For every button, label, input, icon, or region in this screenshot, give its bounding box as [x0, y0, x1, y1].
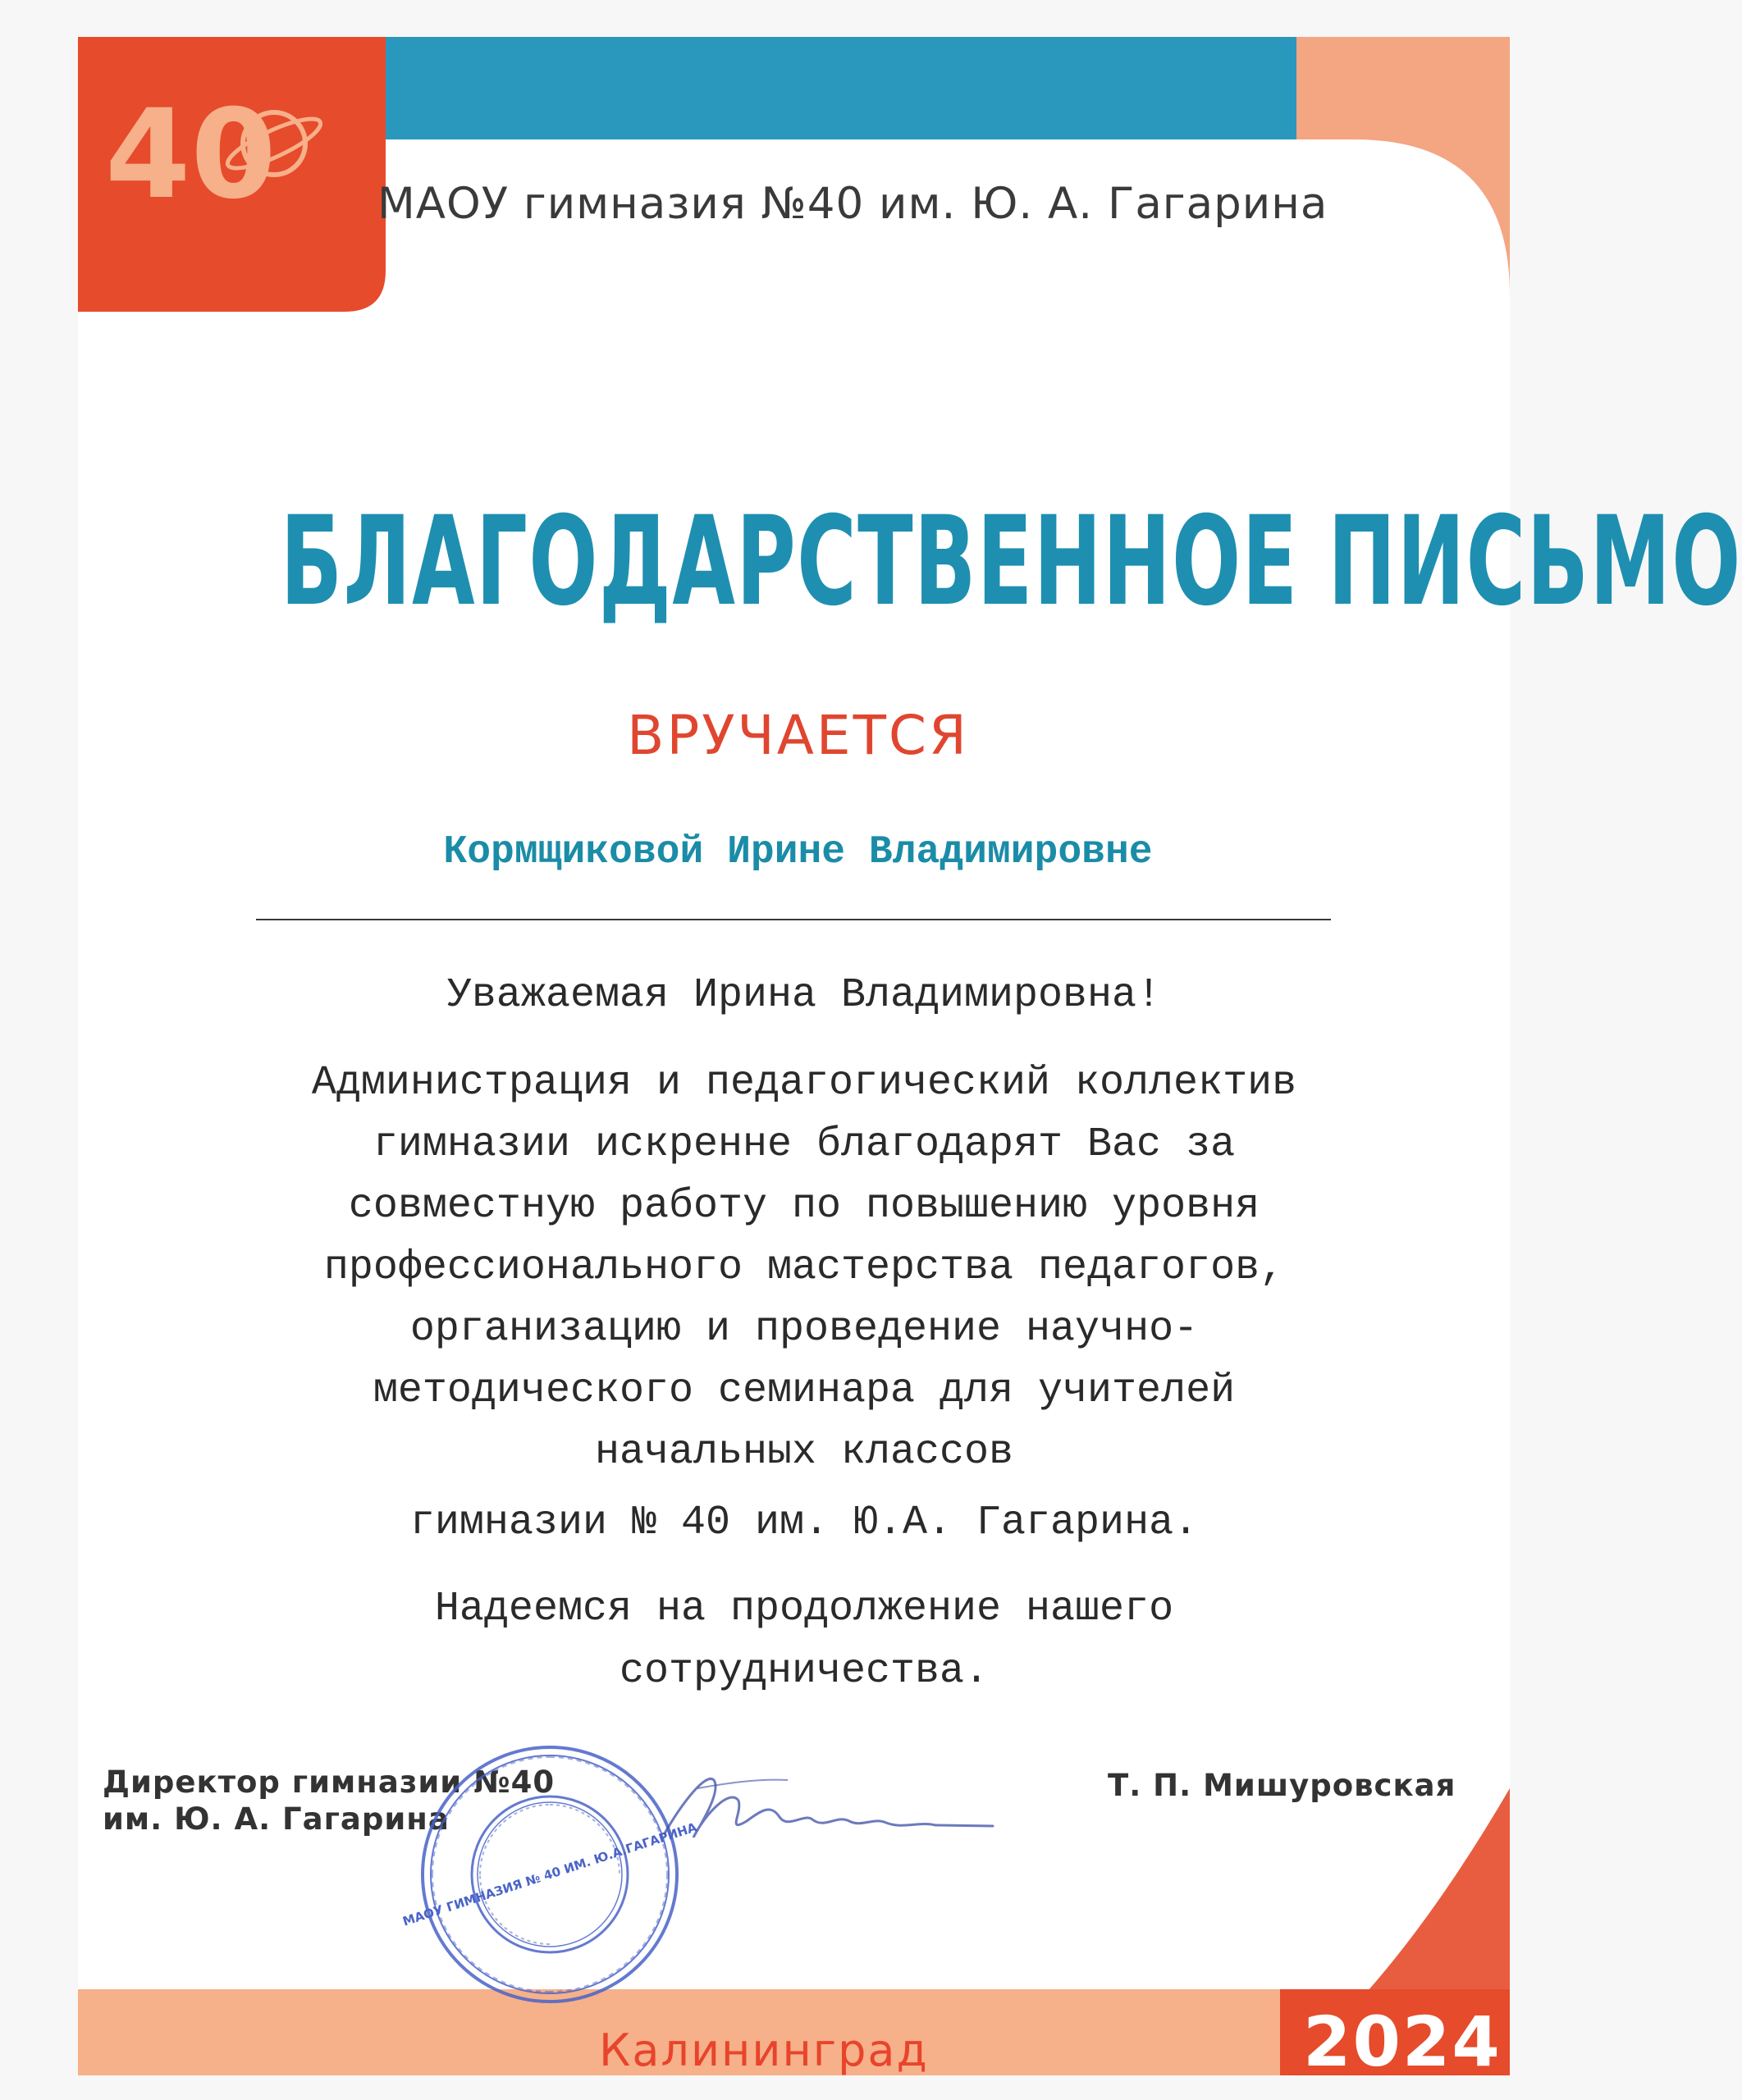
director-signature [648, 1755, 1009, 1854]
closing-line: Надеемся на продолжение нашего [434, 1586, 1174, 1632]
closing-paragraph [148, 1578, 1461, 1703]
paragraph-line: профессионального мастерства педагогов, [323, 1244, 1285, 1291]
official-stamp [400, 1739, 699, 2010]
paragraph-line: Администрация и педагогический коллектив [311, 1060, 1297, 1107]
school-line: гимназии № 40 им. Ю.А. Гагарина. [409, 1500, 1199, 1546]
director-position-line: Директор гимназии №40 [103, 1764, 556, 1800]
director-position-line: им. Ю. А. Гагарина [103, 1801, 450, 1837]
gratitude-paragraph [148, 1052, 1461, 1483]
closing-line: сотрудничества. [619, 1648, 990, 1695]
paragraph-line: начальных классов [594, 1429, 1014, 1476]
issue-year: 2024 [1303, 2002, 1502, 2082]
paragraph-line: организацию и проведение научно- [409, 1306, 1199, 1353]
paragraph-line: методического семинара для учителей [373, 1367, 1236, 1414]
paragraph-line: совместную работу по повышению уровня [348, 1183, 1260, 1230]
document-title: БЛАГОДАРСТВЕННОЕ ПИСЬМО [280, 491, 1742, 633]
paragraph-line: гимназии искренне благодарят Вас за [373, 1121, 1236, 1168]
director-name: Т. П. Мишуровская [1108, 1768, 1456, 1803]
awarded-to-label: ВРУЧАЕТСЯ [627, 704, 969, 767]
recipient-underline [256, 919, 1331, 920]
stamp-center-text: МАОУ ГИМНАЗИЯ № 40 ИМ. Ю.А.ГАГАРИНА [400, 1819, 699, 1929]
city-name: Калининград [599, 2025, 929, 2076]
gymnasium-40-logo [105, 78, 327, 226]
logo-number-text: 40 [105, 84, 277, 226]
greeting: Уважаемая Ирина Владимировна! [446, 972, 1162, 1019]
school-name: МАОУ гимназия №40 им. Ю. А. Гагарина [377, 179, 1328, 229]
recipient-name: Кормщиковой Ирине Владимировне [443, 830, 1153, 874]
